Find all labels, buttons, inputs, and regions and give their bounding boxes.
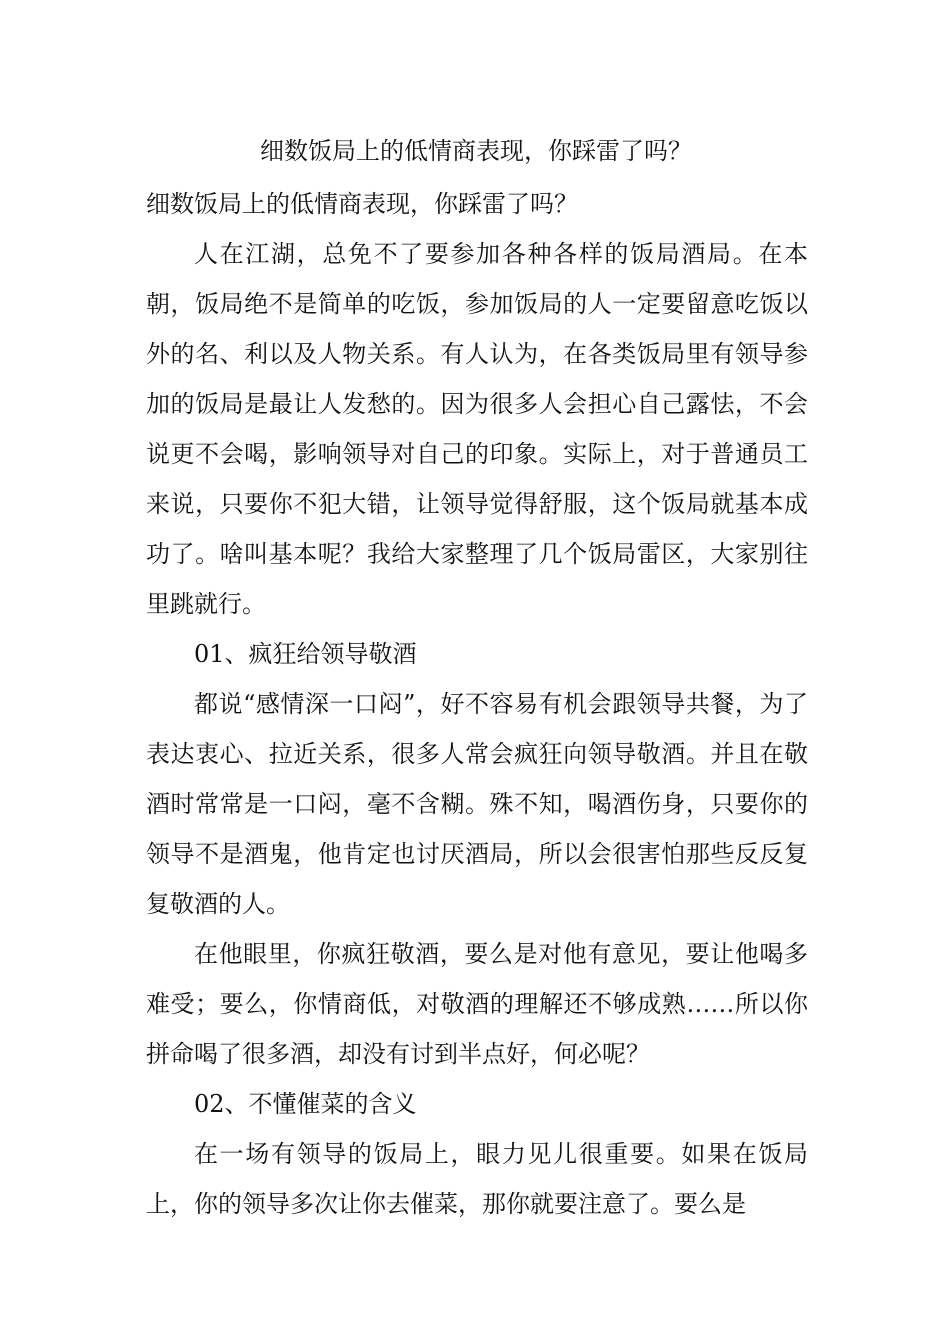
document-subtitle: 细数饭局上的低情商表现，你踩雷了吗？: [146, 190, 578, 218]
document-title: 细数饭局上的低情商表现，你踩雷了吗？: [260, 137, 692, 165]
section-heading-02: 02、不懂催菜的含义: [194, 1090, 417, 1118]
section-01-paragraph-2: 在他眼里，你疯狂敬酒，要么是对他有意见，要让他喝多难受；要么，你情商低，对敬酒的理解还不够成熟……所以你拼命喝了很多酒，却没有讨到半点好，何必呢？: [146, 940, 808, 1068]
intro-paragraph: 人在江湖，总免不了要参加各种各样的饭局酒局。在本朝，饭局绝不是简单的吃饭，参加饭局的人一定要留意吃饭以外的名、利以及人物关系。有人认为，在各类饭局里有领导参加的饭局是最让人发愁的。因为很多人会担心自己露怯，不会说更不会喝，影响领导对自己的印象。实际上，对于普通员工来说，只要你不犯大错，让领导觉得舒服，这个饭局就基本成功了。啥叫基本呢？我给大家整理了几个饭局雷区，大家别往里跳就行。: [146, 240, 808, 618]
section-heading-01: 01、疯狂给领导敬酒: [194, 640, 417, 668]
section-02-paragraph-1: 在一场有领导的饭局上，眼力见儿很重要。如果在饭局上，你的领导多次让你去催菜，那你就要注意了。要么是: [146, 1140, 808, 1218]
section-01-paragraph-1: 都说“感情深一口闷”，好不容易有机会跟领导共餐，为了表达衷心、拉近关系，很多人常会疯狂向领导敬酒。并且在敬酒时常常是一口闷，毫不含糊。殊不知，喝酒伤身，只要你的领导不是酒鬼，他肯定也讨厌酒局，所以会很害怕那些反反复复敬酒的人。: [146, 690, 808, 918]
document-body: [146, 179, 808, 1229]
